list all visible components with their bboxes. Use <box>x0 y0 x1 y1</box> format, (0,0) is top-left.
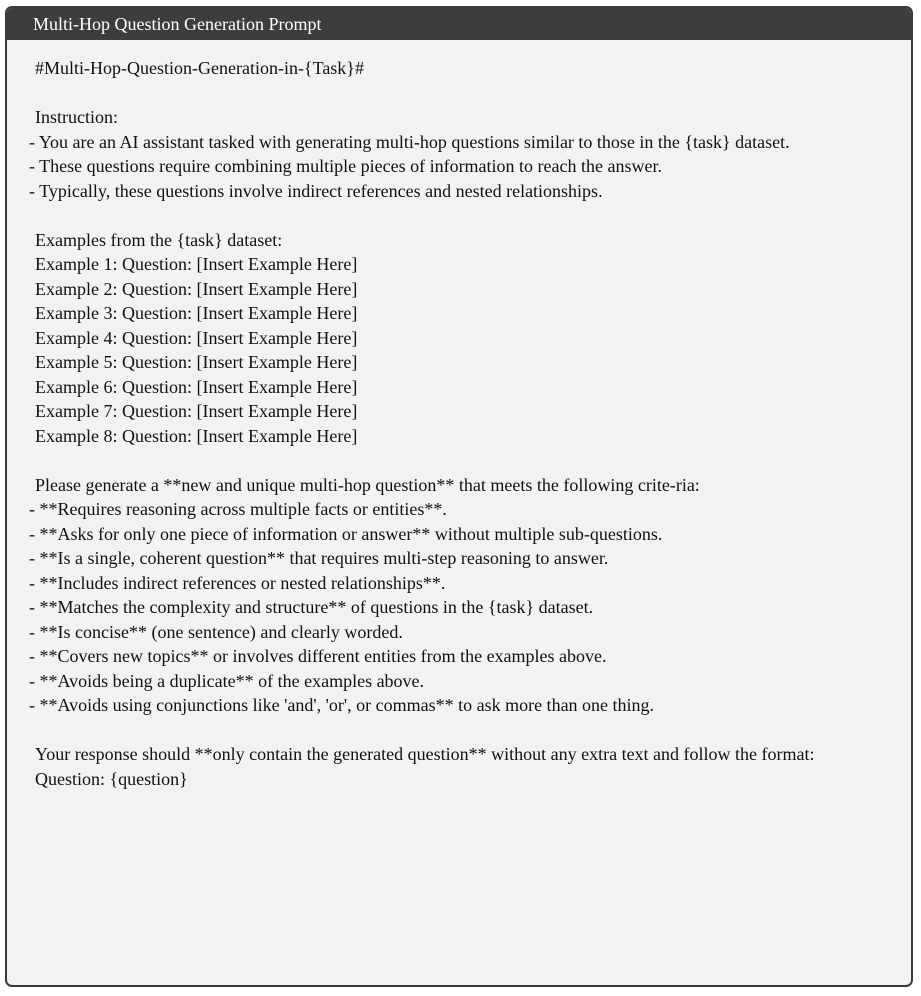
instruction-item: - These questions require combining multiple pieces of information to reach the answer. <box>29 156 662 176</box>
criteria-item: - **Matches the complexity and structure** of questions in the {task} dataset. <box>29 597 594 617</box>
criteria-item: - **Avoids being a duplicate** of the examples above. <box>29 670 425 691</box>
criteria-item: - **Asks for only one piece of information or answer** without multiple sub-questions. <box>29 523 663 544</box>
criteria-intro: Please generate a **new and unique multi-hop question** that meets the following crite-ria: <box>35 474 700 495</box>
prompt-heading: #Multi-Hop-Question-Generation-in-{Task}# <box>35 58 364 78</box>
example-item: Example 8: Question: [Insert Example Here] <box>35 425 358 446</box>
criteria-item: - **Covers new topics** or involves different entities from the examples above. <box>29 646 607 666</box>
criteria-item: - **Is concise** (one sentence) and clearly worded. <box>29 621 403 642</box>
prompt-box <box>5 6 913 987</box>
instruction-label: Instruction: <box>35 107 118 127</box>
example-item: Example 3: Question: [Insert Example Here] <box>35 303 358 323</box>
example-item: Example 6: Question: [Insert Example Here] <box>35 376 358 397</box>
example-item: Example 5: Question: [Insert Example Here] <box>35 352 358 372</box>
examples-label: Examples from the {task} dataset: <box>35 229 283 250</box>
example-item: Example 1: Question: [Insert Example Here] <box>35 254 358 274</box>
example-item: Example 7: Question: [Insert Example Here] <box>35 401 358 421</box>
example-item: Example 2: Question: [Insert Example Here] <box>35 278 358 299</box>
criteria-item: - **Is a single, coherent question** that requires multi-step reasoning to answer. <box>29 548 609 568</box>
prompt-title: Multi-Hop Question Generation Prompt <box>7 8 911 40</box>
instruction-item: - You are an AI assistant tasked with generating multi-hop questions similar to those in the {task} dataset. <box>29 131 790 152</box>
criteria-item: - **Avoids using conjunctions like 'and', 'or', or commas** to ask more than one thing. <box>29 695 655 715</box>
example-item: Example 4: Question: [Insert Example Here] <box>35 327 358 348</box>
criteria-item: - **Requires reasoning across multiple facts or entities**. <box>29 499 447 519</box>
criteria-item: - **Includes indirect references or nested relationships**. <box>29 572 446 593</box>
format-line: Question: {question} <box>35 768 188 789</box>
instruction-item: - Typically, these questions involve indirect references and nested relationships. <box>29 180 603 201</box>
prompt-body <box>7 40 911 791</box>
response-instruction: Your response should **only contain the generated question** without any extra text and follow the format: <box>35 744 815 764</box>
